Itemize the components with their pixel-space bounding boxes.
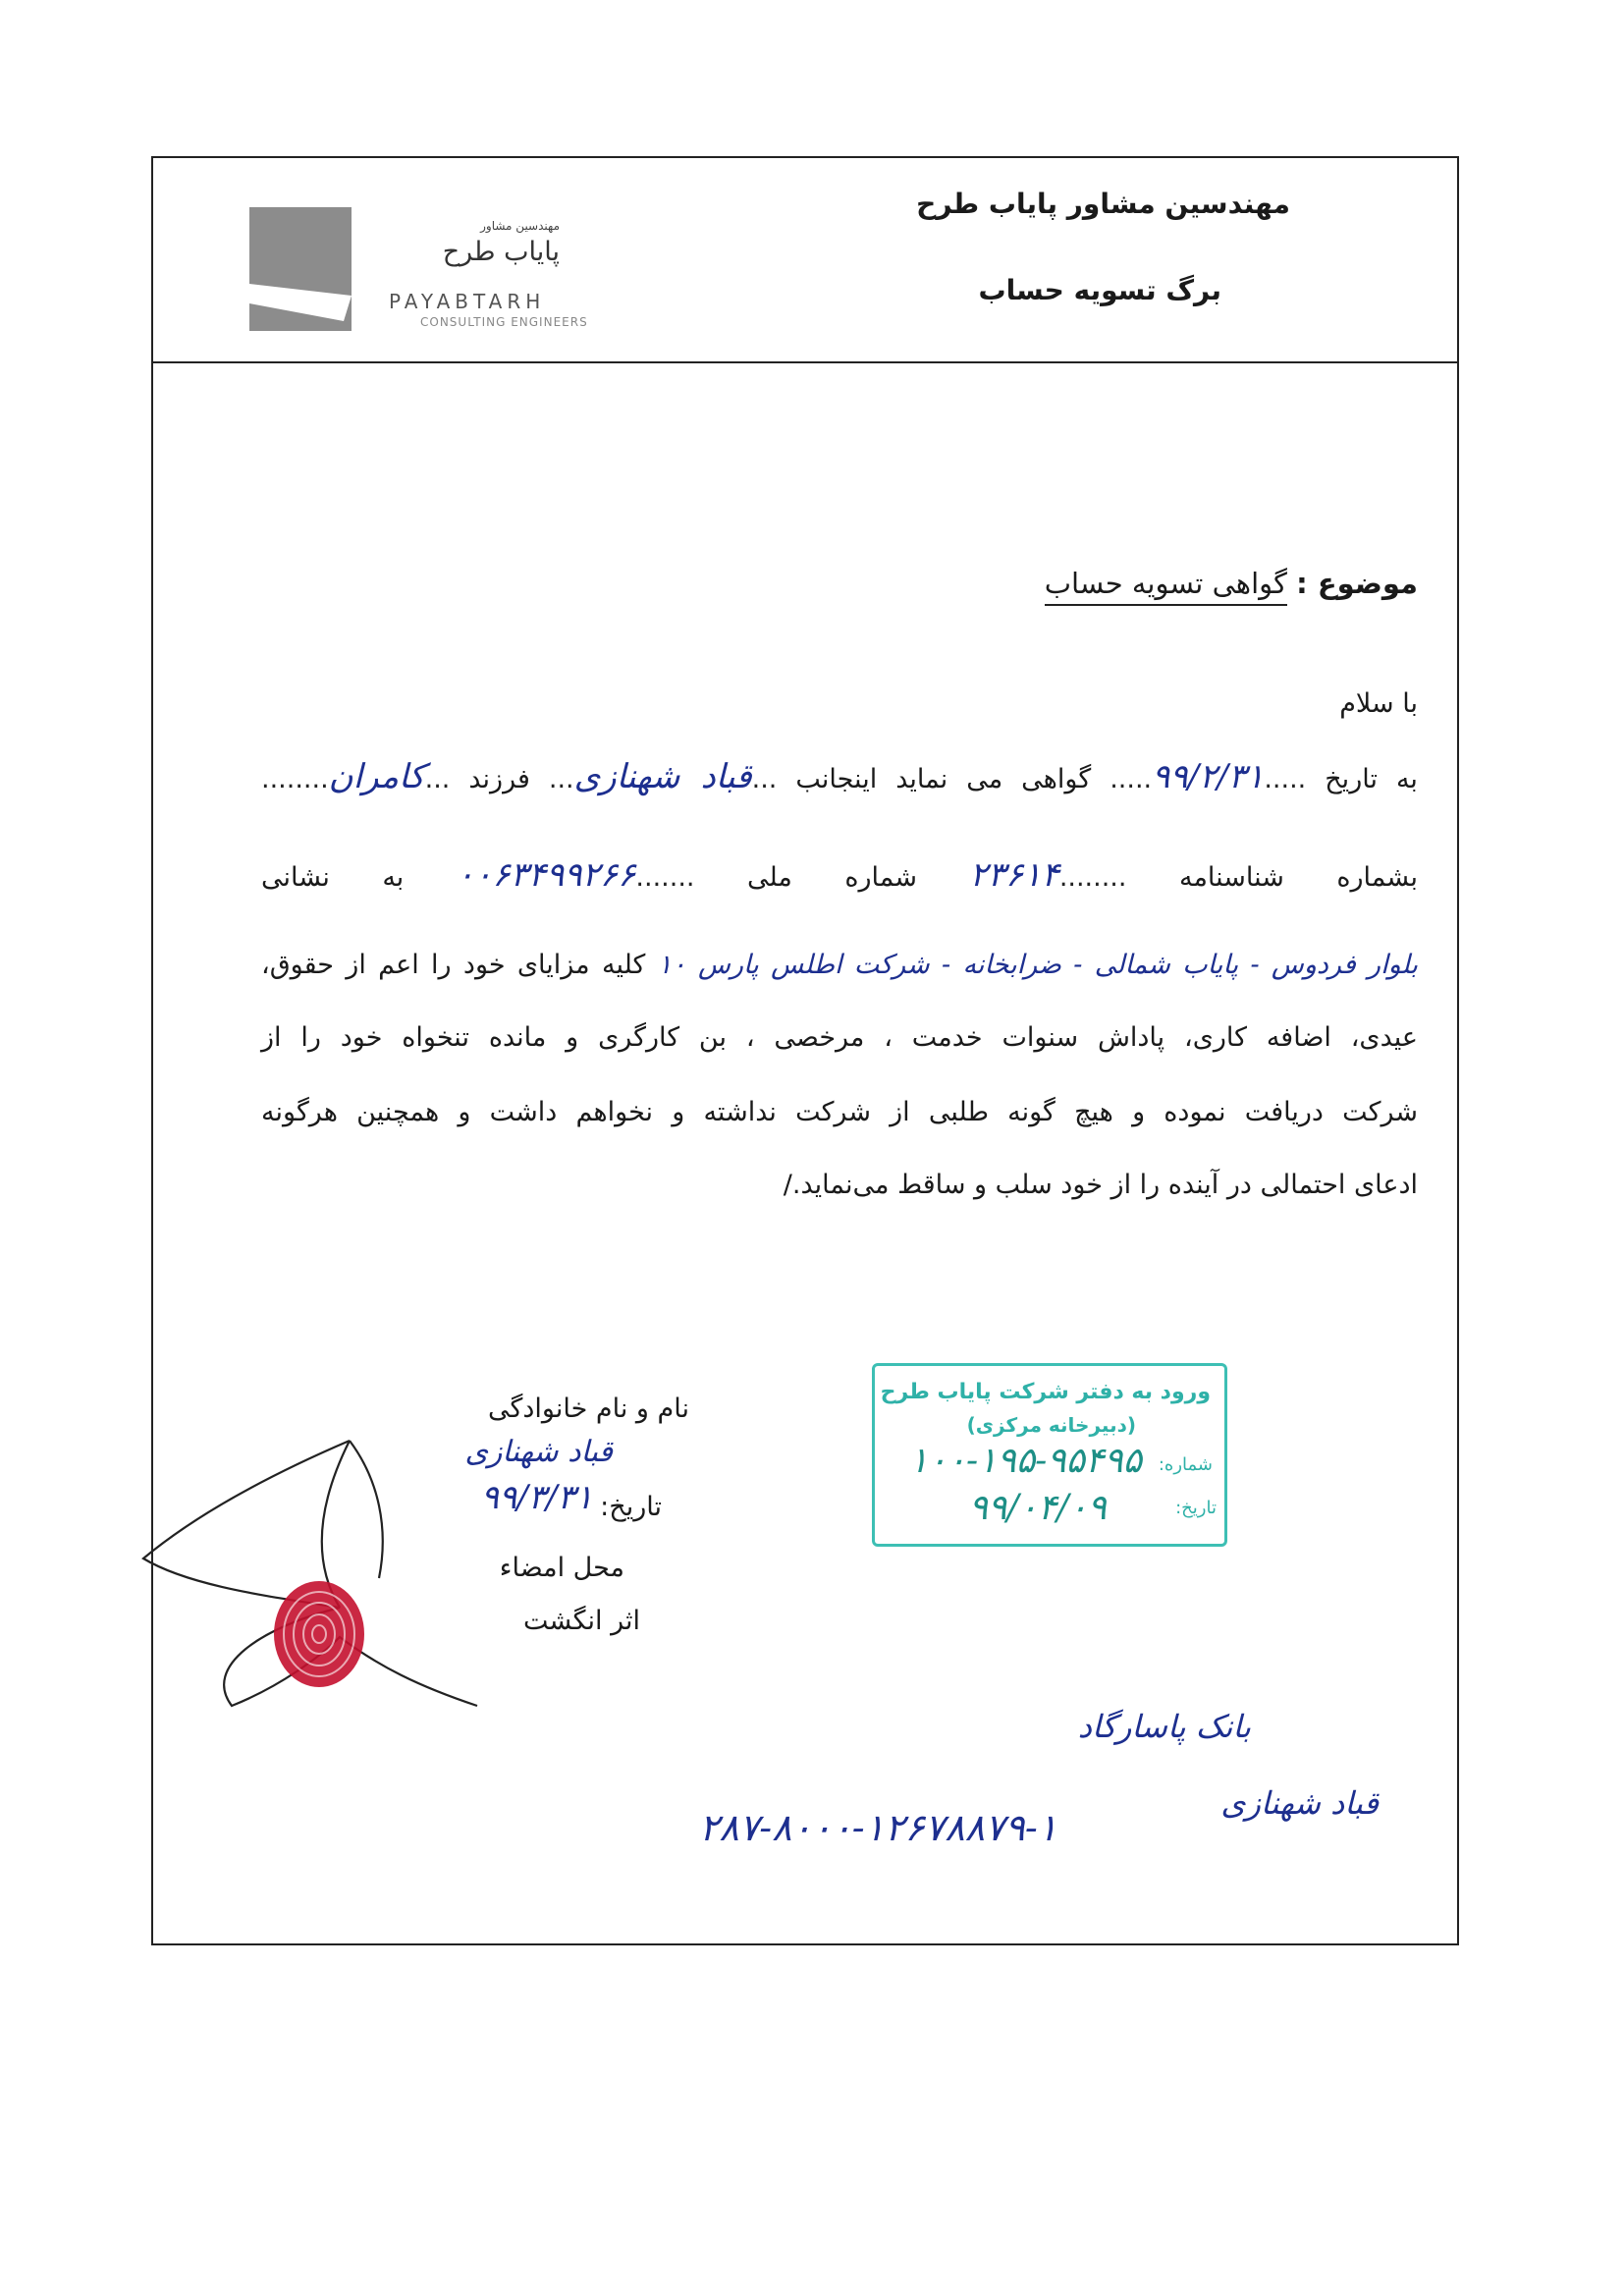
body-text: فرزند (468, 764, 530, 794)
handwritten-father-name: کامران (328, 757, 425, 796)
handwritten-account-holder: قباد شهنازی (1220, 1784, 1379, 1822)
stamp-date: ۹۹/۰۴/۰۹ (968, 1488, 1107, 1528)
body-text: کلیه مزایای خود را اعم از حقوق، (261, 950, 646, 980)
logo-text-en: PAYABTARH (389, 290, 546, 313)
body-text: به نشانی (261, 862, 405, 893)
logo-text-small: مهندسین مشاور (480, 219, 560, 233)
stamp-title: ورود به دفتر شرکت پایاب طرح (880, 1380, 1211, 1404)
company-logo-icon (249, 207, 352, 331)
fingerprint-label: اثر انگشت (522, 1606, 640, 1636)
reception-stamp (872, 1363, 1227, 1547)
body-text: شماره ملی (746, 862, 918, 893)
stamp-number-label: شماره: (1158, 1454, 1213, 1475)
handwritten-date: ۹۹/۲/۳۱ (1152, 757, 1265, 796)
stamp-subtitle: (دبیرخانه مرکزی) (966, 1413, 1136, 1437)
logo-text-en-sub: CONSULTING ENGINEERS (420, 315, 588, 329)
document-frame (151, 156, 1459, 1945)
handwritten-account-number: ۲۸۷-۸۰۰۰-۱۲۶۷۸۸۷۹-۱ (699, 1806, 1058, 1849)
national-code-field: .......۰۰۶۳۴۹۹۲۶۶ (456, 855, 695, 895)
subject-value: گواهی تسویه حساب (1045, 567, 1287, 606)
header-divider (153, 361, 1457, 363)
fingerprint-icon (265, 1573, 373, 1691)
logo-text-fa: پایاب طرح (442, 237, 560, 267)
handwritten-name: قباد شهنازی (573, 757, 752, 796)
body-text: گواهی می نماید اینجانب (795, 764, 1092, 794)
body-line-6: ادعای احتمالی در آینده را از خود سلب و ساقط می‌نماید./ (783, 1170, 1418, 1200)
body-line-4: عیدی، اضافه کاری، پاداش سنوات خدمت ، مرخصی ، بن کارگری و مانده تنخواه خود را از (261, 1022, 1418, 1053)
body-text: به تاریخ (1325, 764, 1418, 794)
handwritten-address: بلوار فردوس - پایاب شمالی - ضرابخانه - شرکت اطلس پارس ۱۰ (657, 950, 1418, 980)
body-text: بشماره شناسنامه (1178, 862, 1418, 893)
body-line-5: شرکت دریافت نموده و هیچ گونه طلبی از شرکت نداشته و نخواهم داشت و همچنین هرگونه (261, 1097, 1418, 1127)
handwritten-id-number: ۲۳۶۱۴ (969, 855, 1059, 895)
date-label: تاریخ: (600, 1492, 662, 1522)
greeting: با سلام (1339, 688, 1418, 719)
subject-line (1045, 567, 1418, 600)
company-name: مهندسین مشاور پایاب طرح (916, 188, 1290, 220)
handwritten-sign-date: ۹۹/۳/۳۱ (480, 1478, 593, 1517)
date-field: .....۹۹/۲/۳۱..... (1110, 757, 1307, 796)
id-number-field: ........۲۳۶۱۴ (969, 855, 1127, 895)
body-line-3 (261, 950, 1418, 980)
body-line-1 (261, 757, 1418, 796)
stamp-number: ۱۰۰-۱۹۵-۹۵۴۹۵ (908, 1441, 1142, 1481)
signature-place-label: محل امضاء (499, 1553, 624, 1583)
name-field: ...قباد شهنازی... (548, 757, 778, 796)
stamp-date-label: تاریخ: (1175, 1498, 1217, 1518)
form-title: برگ تسویه حساب (978, 274, 1221, 306)
handwritten-bank-name: بانک پاسارگاد (1077, 1708, 1251, 1745)
handwritten-national-code: ۰۰۶۳۴۹۹۲۶۶ (456, 855, 636, 895)
name-label: نام و نام خانوادگی (488, 1394, 689, 1424)
handwritten-signer-name: قباد شهنازی (464, 1435, 613, 1469)
subject-label: موضوع : (1296, 567, 1418, 600)
body-line-2 (261, 855, 1418, 895)
father-name-field: ...کامران........ (261, 757, 451, 796)
